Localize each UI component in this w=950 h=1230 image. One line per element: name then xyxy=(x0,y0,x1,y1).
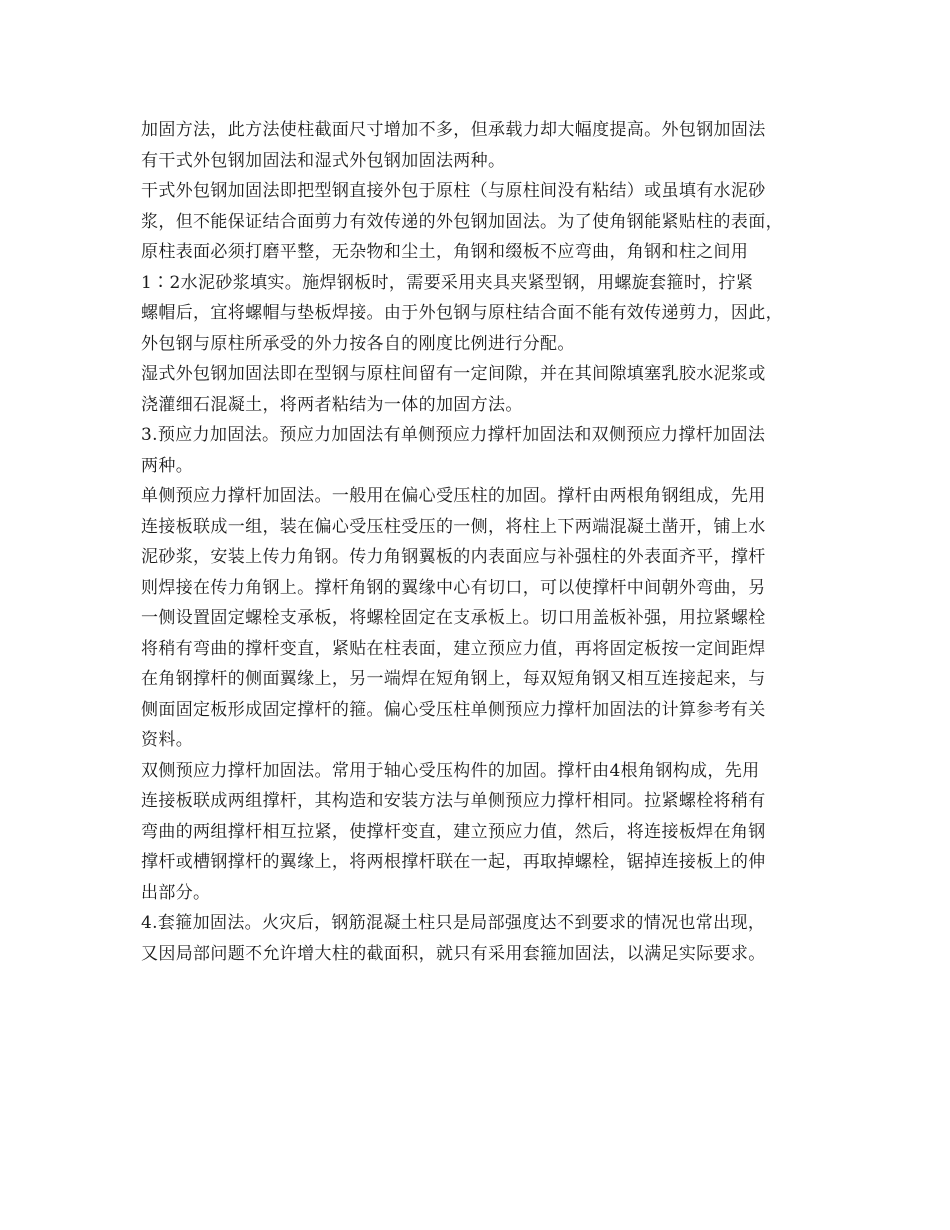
text-line: 将稍有弯曲的撑杆变直，紧贴在柱表面，建立预应力值，再将固定板按一定间距焊 xyxy=(141,638,766,659)
text-line: 则焊接在传力角钢上。撑杆角钢的翼缘中心有切口，可以使撑杆中间朝外弯曲，另 xyxy=(141,577,766,598)
text-line: 双侧预应力撑杆加固法。常用于轴心受压构件的加固。撑杆由4根角钢构成，先用 xyxy=(141,760,760,781)
paragraph-single-side-strut xyxy=(141,481,821,756)
text-line: 浆，但不能保证结合面剪力有效传递的外包钢加固法。为了使角钢能紧贴柱的表面， xyxy=(141,211,783,232)
text-line: 3.预应力加固法。预应力加固法有单侧预应力撑杆加固法和双侧预应力撑杆加固法 xyxy=(141,425,766,445)
text-line: 又因局部问题不允许增大柱的截面积，就只有采用套箍加固法，以满足实际要求。 xyxy=(141,943,766,964)
text-line: 侧面固定板形成固定撑杆的箍。偏心受压柱单侧预应力撑杆加固法的计算参考有关 xyxy=(141,699,766,720)
paragraph-double-side-strut xyxy=(141,756,821,909)
text-line: 出部分。 xyxy=(141,882,211,903)
text-line: 4.套箍加固法。火灾后，钢筋混凝土柱只是局部强度达不到要求的情况也常出现， xyxy=(141,913,766,933)
text-line: 加固方法，此方法使柱截面尺寸增加不多，但承载力却大幅度提高。外包钢加固法 xyxy=(141,120,766,140)
paragraph-prestress-method xyxy=(141,420,821,481)
text-line: 有干式外包钢加固法和湿式外包钢加固法两种。 xyxy=(141,150,506,171)
text-line: 在角钢撑杆的侧面翼缘上，另一端焊在短角钢上，每双短角钢又相互连接起来，与 xyxy=(141,669,766,689)
text-line: 泥砂浆，安装上传力角钢。传力角钢翼板的内表面应与补强柱的外表面齐平，撑杆 xyxy=(141,547,766,567)
text-line: 单侧预应力撑杆加固法。一般用在偏心受压柱的加固。撑杆由两根角钢组成，先用 xyxy=(141,486,766,506)
text-line: 弯曲的两组撑杆相互拉紧，使撑杆变直，建立预应力值，然后，将连接板焊在角钢 xyxy=(141,821,766,842)
text-line: 螺帽后，宜将螺帽与垫板焊接。由于外包钢与原柱结合面不能有效传递剪力，因此， xyxy=(141,303,783,323)
paragraph-wet-outer-steel xyxy=(141,359,821,420)
text-line: 连接板联成两组撑杆，其构造和安装方法与单侧预应力撑杆相同。拉紧螺栓将稍有 xyxy=(141,791,766,811)
text-line: 浇灌细石混凝土，将两者粘结为一体的加固方法。 xyxy=(141,394,523,415)
text-line: 外包钢与原柱所承受的外力按各自的刚度比例进行分配。 xyxy=(141,333,575,354)
text-line: 原柱表面必须打磨平整，无杂物和尘土，角钢和缀板不应弯曲，角钢和柱之间用 xyxy=(141,242,749,262)
text-line: 连接板联成一组，装在偏心受压柱受压的一侧，将柱上下两端混凝土凿开，铺上水 xyxy=(141,516,766,537)
text-line: 湿式外包钢加固法即在型钢与原柱间留有一定间隙，并在其间隙填塞乳胶水泥浆或 xyxy=(141,364,766,384)
text-line: 干式外包钢加固法即把型钢直接外包于原柱（与原柱间没有粘结）或虽填有水泥砂 xyxy=(141,181,766,201)
document-body xyxy=(141,115,821,969)
text-line: 1∶2水泥砂浆填实。施焊钢板时，需要采用夹具夹紧型钢，用螺旋套箍时，拧紧 xyxy=(141,272,754,293)
text-line: 一侧设置固定螺栓支承板，将螺栓固定在支承板上。切口用盖板补强，用拉紧螺栓 xyxy=(141,608,766,628)
paragraph-hoop-method xyxy=(141,908,821,969)
text-line: 撑杆或槽钢撑杆的翼缘上，将两根撑杆联在一起，再取掉螺栓，锯掉连接板上的伸 xyxy=(141,852,766,872)
paragraph-dry-outer-steel xyxy=(141,176,821,359)
paragraph-outer-steel-intro xyxy=(141,115,821,176)
text-line: 两种。 xyxy=(141,455,194,476)
text-line: 资料。 xyxy=(141,730,194,750)
